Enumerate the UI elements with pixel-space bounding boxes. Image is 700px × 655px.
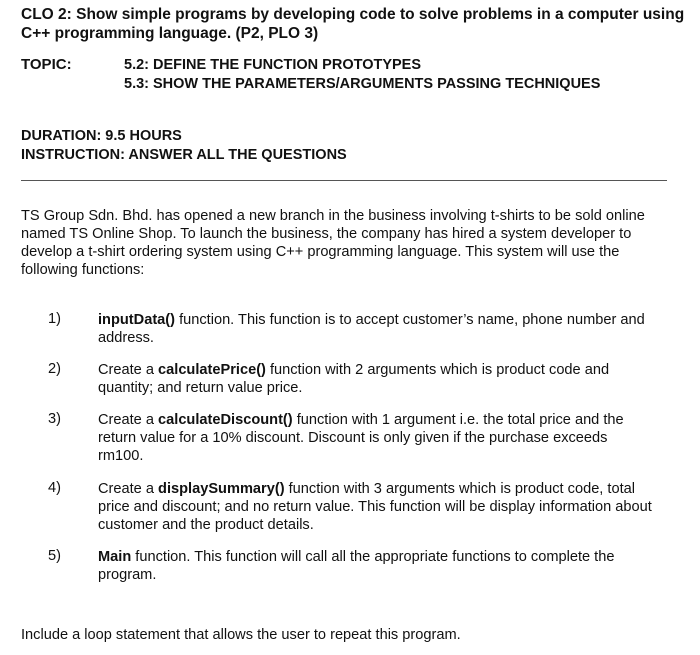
list-item-line [98,361,692,379]
list-item-line: price and discount; and no return value. This function will be display information about [98,499,652,515]
list-item-line [98,480,692,498]
list-item-line [98,411,692,429]
item-prefix: Create a [98,362,159,378]
list-item-line: quantity; and return value price. [98,380,303,396]
list-item [98,311,692,347]
intro-line-4: following functions: [21,262,145,278]
item-text: function with 1 argument i.e. the total price and the [292,412,624,428]
intro-line-2: named TS Online Shop. To launch the business, the company has hired a system developer to [21,226,632,242]
function-name: Main [98,549,132,565]
intro-line-1: TS Group Sdn. Bhd. has opened a new branch in the business involving t-shirts to be sold online [21,208,645,224]
clo-line-1: CLO 2: Show simple programs by developing code to solve problems in a computer using [21,6,685,23]
list-item-line [98,311,692,329]
list-item-line [98,548,692,566]
function-name: calculateDiscount() [158,412,293,428]
list-item-line: program. [98,567,157,583]
item-number: 5) [48,548,61,564]
list-item-line: rm100. [98,448,144,464]
duration-text: DURATION: 9.5 HOURS [21,128,182,144]
item-number: 1) [48,311,61,327]
clo-line-2: C++ programming language. (P2, PLO 3) [21,25,319,42]
item-prefix: Create a [98,412,159,428]
topic-list [124,56,600,94]
item-text: function with 3 arguments which is product code, total [284,481,635,497]
list-item [98,411,692,465]
function-name: calculatePrice() [158,362,266,378]
item-text: function with 2 arguments which is product code and [265,362,610,378]
item-number: 4) [48,480,61,496]
intro-line-3: develop a t-shirt ordering system using C++ programming language. This system will use the [21,244,620,260]
clo-statement [21,5,691,43]
list-item [98,480,692,534]
function-name: inputData() [98,312,176,328]
list-item-line: return value for a 10% discount. Discount is only given if the purchase exceeds [98,430,608,446]
topic-label: TOPIC: [21,56,72,73]
list-item [98,361,692,397]
horizontal-divider [21,180,667,181]
list-item [98,548,692,584]
list-item-line: customer and the product details. [98,517,314,533]
item-number: 3) [48,411,61,427]
item-text: function. This function is to accept customer’s name, phone number and [175,312,645,328]
duration-block [21,127,347,165]
instruction-text: INSTRUCTION: ANSWER ALL THE QUESTIONS [21,147,347,163]
function-name: displaySummary() [158,481,285,497]
item-text: function. This function will call all the appropriate functions to complete the [131,549,615,565]
item-prefix: Create a [98,481,159,497]
footer-instruction: Include a loop statement that allows the user to repeat this program. [21,627,461,643]
topic-line-1: 5.2: DEFINE THE FUNCTION PROTOTYPES [124,57,422,73]
intro-paragraph [21,207,685,279]
item-number: 2) [48,361,61,377]
topic-line-2: 5.3: SHOW THE PARAMETERS/ARGUMENTS PASSING TECHNIQUES [124,76,601,92]
list-item-line: address. [98,330,154,346]
